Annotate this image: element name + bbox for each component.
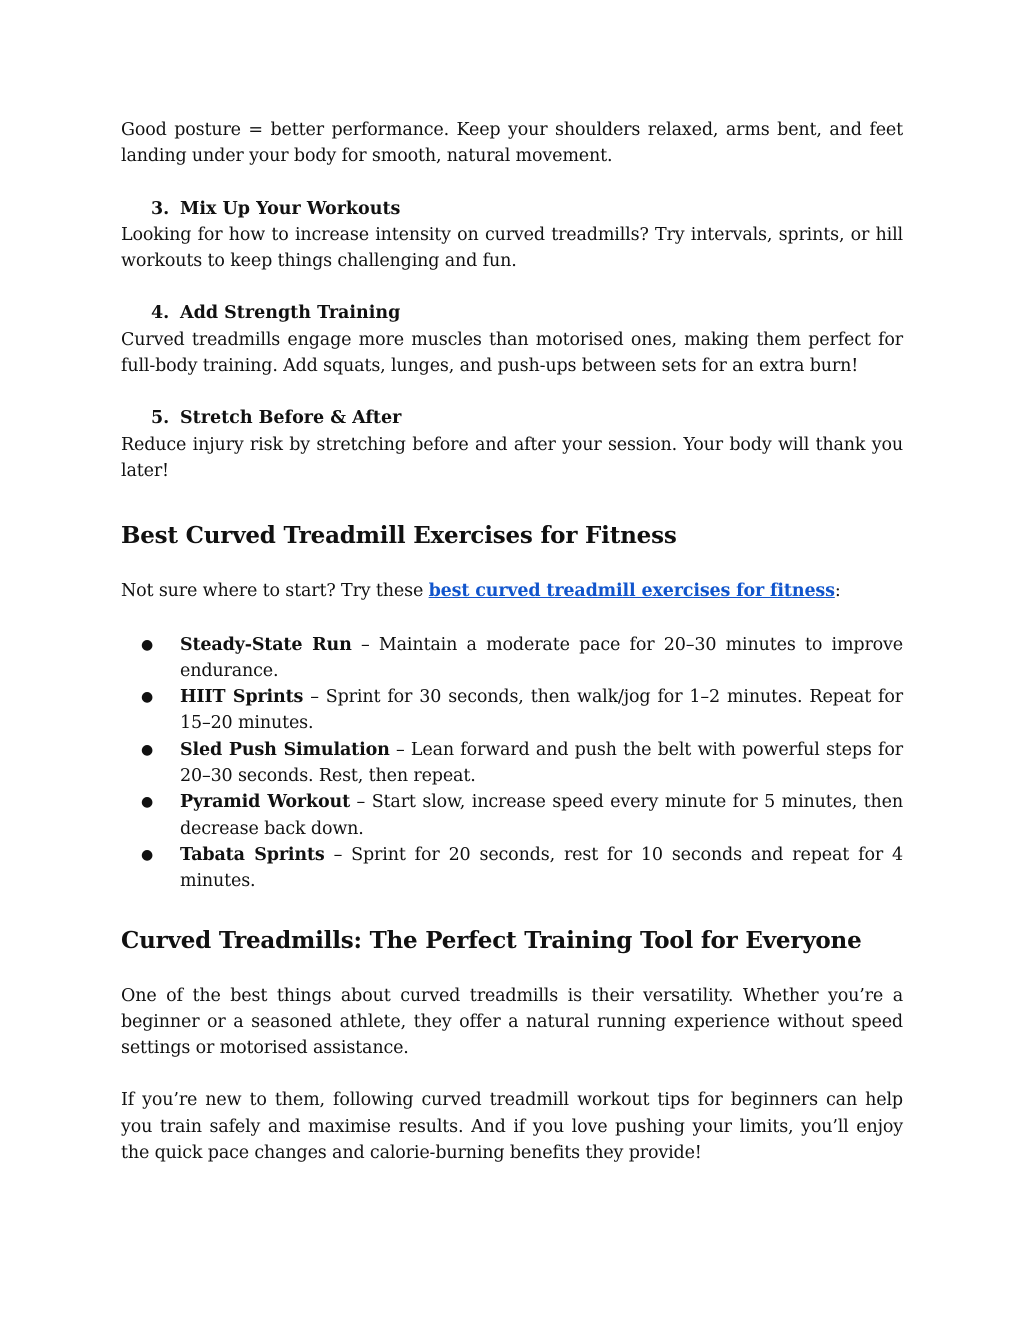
lead-colon: : bbox=[834, 581, 841, 602]
exercise-name: Sled Push Simulation bbox=[180, 739, 390, 760]
exercise-list bbox=[121, 632, 903, 895]
exercise-name: Tabata Sprints bbox=[180, 844, 325, 865]
tip-heading bbox=[121, 300, 903, 326]
everyone-heading: Curved Treadmills: The Perfect Training Tool for Everyone bbox=[121, 926, 862, 954]
bullet-icon: ● bbox=[141, 636, 154, 653]
exercise-desc: – Maintain a moderate pace for 20–30 minutes to improve endurance. bbox=[180, 634, 903, 681]
lead-text: Not sure where to start? Try these bbox=[121, 581, 429, 602]
bullet-icon: ● bbox=[141, 741, 154, 758]
exercise-name: Pyramid Workout bbox=[180, 792, 350, 813]
exercises-link[interactable]: best curved treadmill exercises for fitness bbox=[428, 581, 835, 602]
bullet-icon: ● bbox=[141, 846, 154, 863]
bullet-icon: ● bbox=[141, 689, 154, 706]
tip-text: Curved treadmills engage more muscles than motorised ones, making them perfect for full-body training. Add squats, lunges, and push-ups between sets for an extra burn! bbox=[121, 329, 903, 377]
bullet-icon: ● bbox=[141, 794, 154, 811]
list-item bbox=[121, 684, 903, 737]
tip-text: Looking for how to increase intensity on curved treadmills? Try intervals, sprints, or hill workouts to keep things challenging and fun. bbox=[121, 224, 903, 272]
tip-number: 5. bbox=[151, 408, 170, 429]
exercise-desc: – Start slow, increase speed every minute for 5 minutes, then decrease back down. bbox=[180, 792, 903, 839]
tip-number: 4. bbox=[151, 303, 170, 324]
list-item bbox=[121, 789, 903, 842]
exercises-heading: Best Curved Treadmill Exercises for Fitness bbox=[121, 522, 677, 550]
posture-paragraph: Good posture = better performance. Keep your shoulders relaxed, arms bent, and feet landing under your body for smooth, natural movement. bbox=[121, 120, 903, 167]
versatility-paragraph: One of the best things about curved treadmills is their versatility. Whether you’re a beginner or a seasoned athlete, they offer a natural running experience without speed settings or motorised assistance. bbox=[121, 985, 903, 1059]
tip-title: Add Strength Training bbox=[180, 303, 401, 324]
tip-heading bbox=[121, 405, 903, 431]
exercise-desc: – Lean forward and push the belt with powerful steps for 20–30 seconds. Rest, then repeat. bbox=[180, 739, 903, 787]
tip-title: Mix Up Your Workouts bbox=[180, 198, 401, 219]
tip-number: 3. bbox=[151, 198, 170, 219]
tip-text: Reduce injury risk by stretching before and after your session. Your body will thank you later! bbox=[121, 434, 903, 481]
document-page bbox=[121, 117, 903, 1166]
list-item bbox=[121, 737, 903, 790]
list-item bbox=[121, 632, 903, 685]
list-item bbox=[121, 842, 903, 895]
tip-heading bbox=[121, 196, 903, 222]
exercise-name: Steady-State Run bbox=[180, 634, 352, 655]
exercises-lead bbox=[121, 578, 903, 604]
exercise-desc: – Sprint for 20 seconds, rest for 10 seconds and repeat for 4 minutes. bbox=[180, 844, 903, 892]
exercise-desc: – Sprint for 30 seconds, then walk/jog for 1–2 minutes. Repeat for 15–20 minutes. bbox=[180, 687, 903, 734]
tip-title: Stretch Before & After bbox=[180, 408, 402, 429]
exercise-name: HIIT Sprints bbox=[180, 687, 304, 708]
beginners-paragraph: If you’re new to them, following curved treadmill workout tips for beginners can help you train safely and maximise results. And if you love pushing your limits, you’ll enjoy the quick pace changes and calorie-burning benefits they provide! bbox=[121, 1090, 903, 1164]
